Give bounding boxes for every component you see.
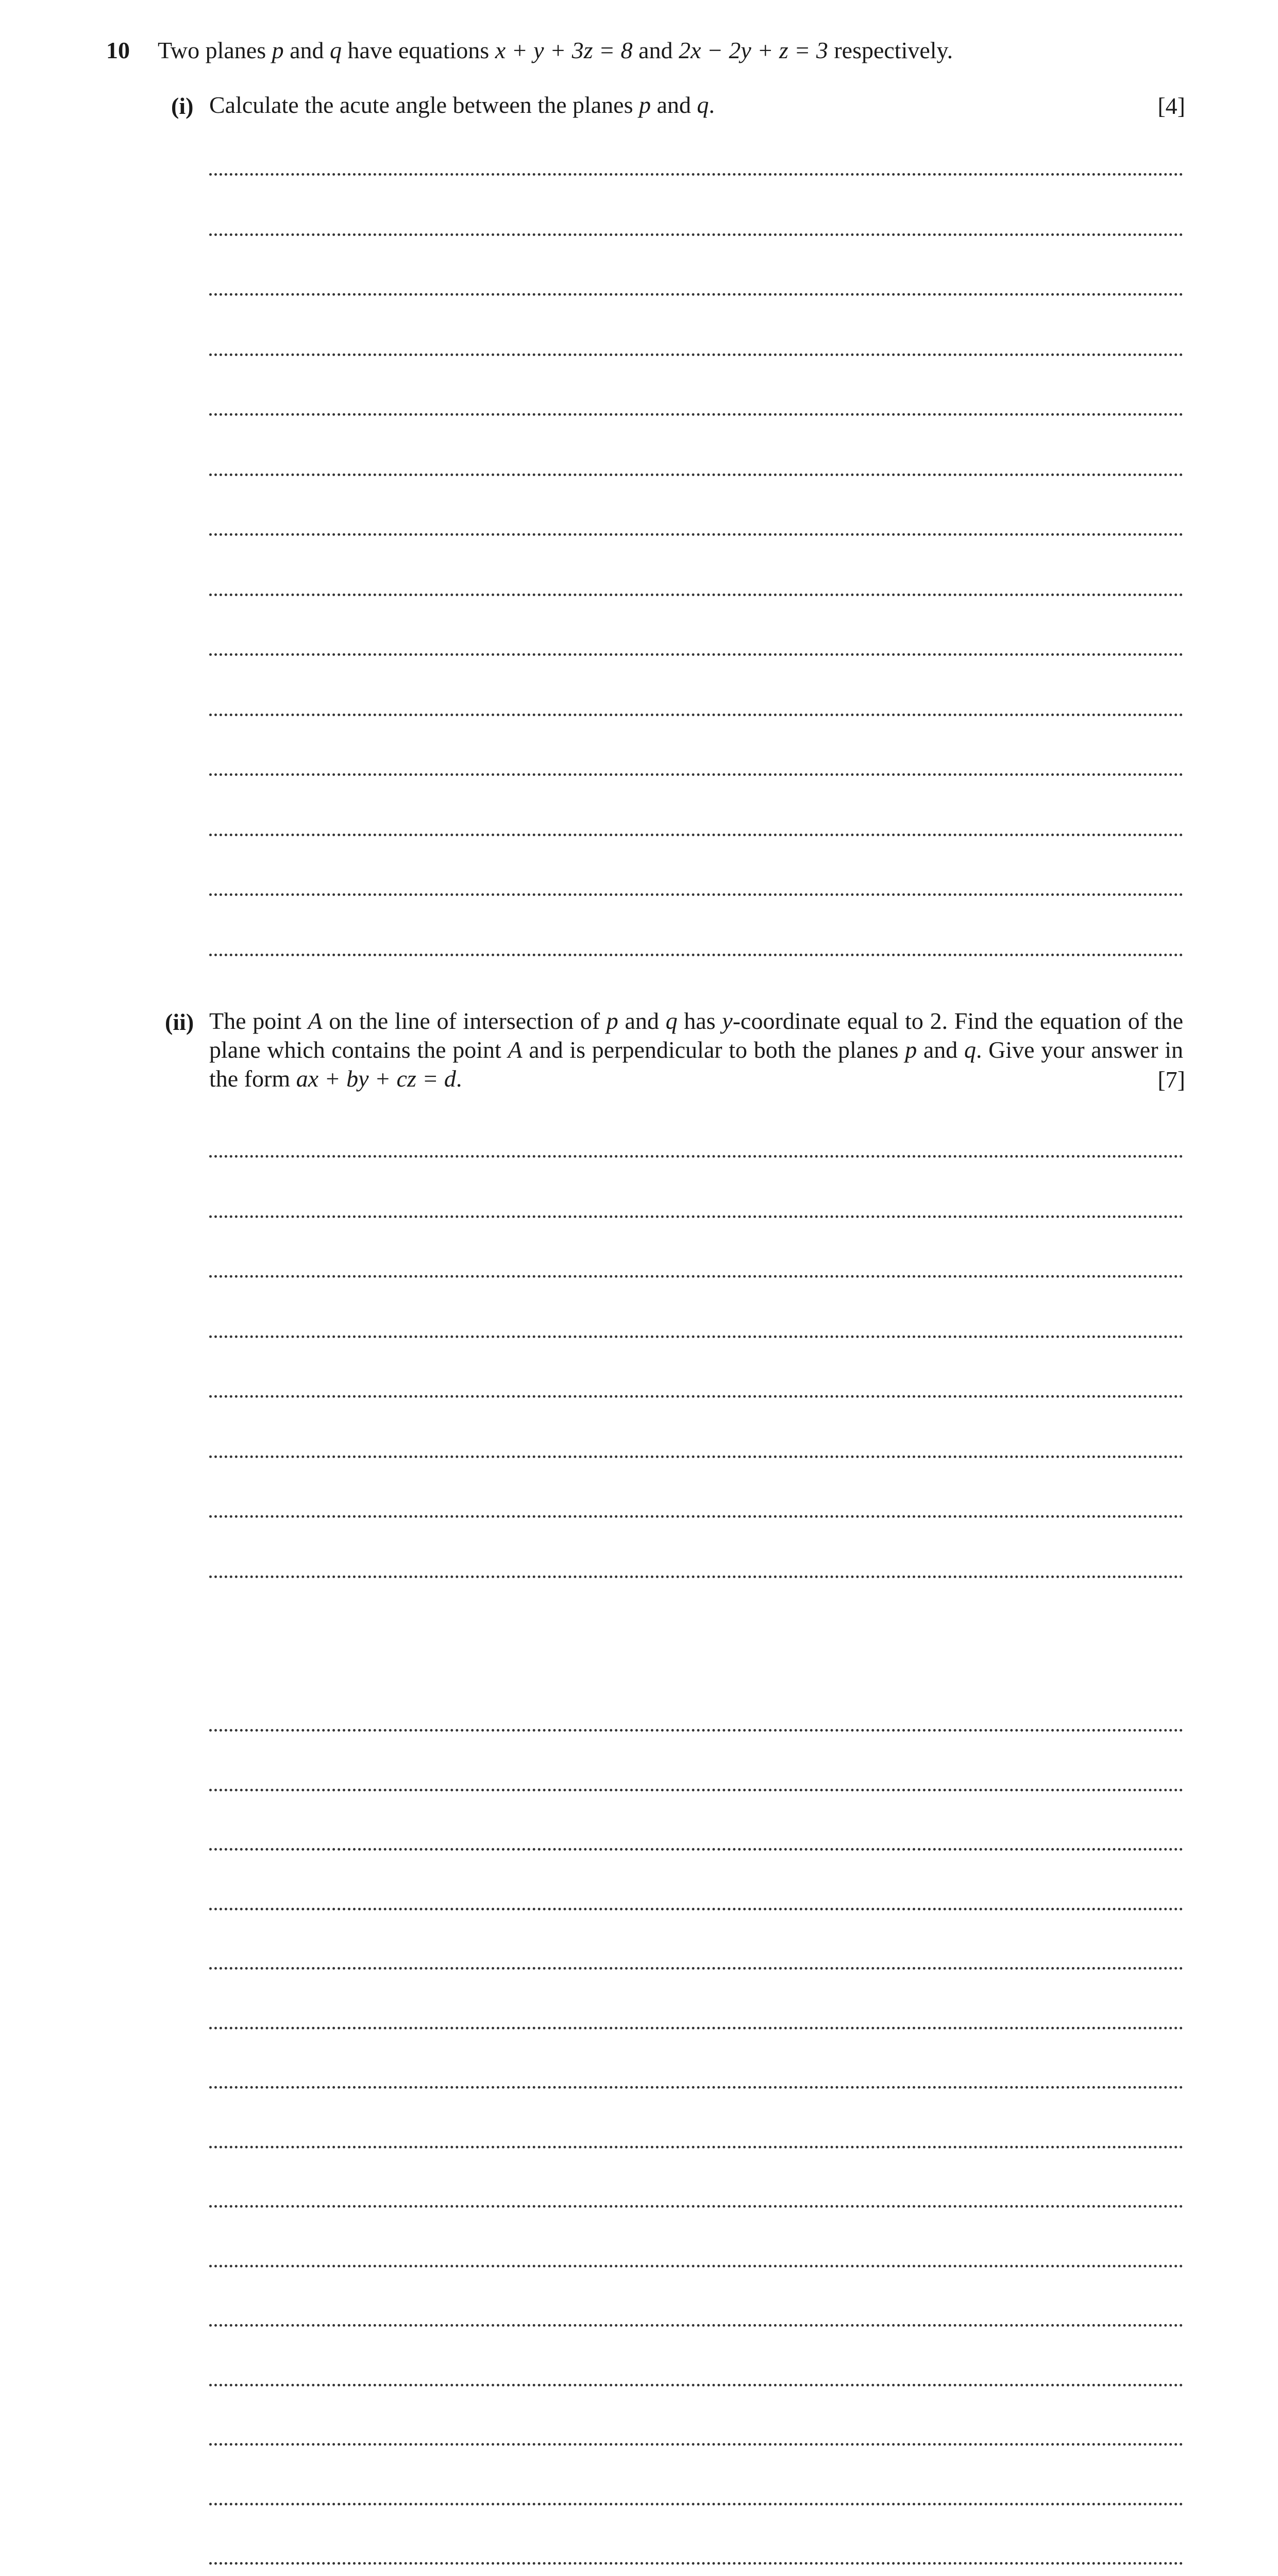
answer-line[interactable] <box>209 594 1183 596</box>
part-ii-text-span: and <box>917 1037 964 1063</box>
plane-p: p <box>272 37 284 63</box>
answer-line[interactable] <box>209 1155 1183 1158</box>
stem-text: Two planes <box>158 37 272 63</box>
answer-line[interactable] <box>209 2205 1183 2208</box>
answer-line[interactable] <box>209 1335 1183 1338</box>
part-i-text-span: . <box>709 92 715 118</box>
stem-text: respectively. <box>828 37 953 63</box>
answer-line[interactable] <box>209 1395 1183 1398</box>
part-i-marks: [4] <box>1157 93 1185 119</box>
answer-line[interactable] <box>209 1575 1183 1578</box>
answer-line[interactable] <box>209 653 1183 656</box>
equation-1: x + y + 3z = 8 <box>495 37 633 63</box>
answer-line[interactable] <box>209 1215 1183 1218</box>
part-ii-text-span: . <box>456 1065 462 1092</box>
answer-line[interactable] <box>209 1729 1183 1732</box>
answer-line[interactable] <box>209 1908 1183 1910</box>
answer-line[interactable] <box>209 173 1183 176</box>
answer-line[interactable] <box>209 353 1183 356</box>
answer-line[interactable] <box>209 533 1183 536</box>
answer-form: ax + by + cz = d <box>296 1065 456 1092</box>
part-i-text-span: Calculate the acute angle between the planes <box>209 92 639 118</box>
answer-line[interactable] <box>209 473 1183 476</box>
stem-text: and <box>283 37 330 63</box>
part-ii-text-span: and <box>618 1008 666 1034</box>
answer-line[interactable] <box>209 2086 1183 2089</box>
answer-line[interactable] <box>209 2384 1183 2386</box>
part-i-label: (i) <box>171 93 194 119</box>
answer-line[interactable] <box>209 2146 1183 2148</box>
stem-text: and <box>632 37 679 63</box>
part-ii-text-span: has <box>677 1008 722 1034</box>
part-ii-text-span: -coordinate equal to 2. Find the equation of the plane which contains the point <box>209 1008 1184 1063</box>
part-i-text-span: and <box>651 92 697 118</box>
answer-line[interactable] <box>209 2443 1183 2446</box>
stem-text: have equations <box>342 37 495 63</box>
plane-p: p <box>905 1037 917 1063</box>
answer-line[interactable] <box>209 893 1183 896</box>
part-ii-text-span: and is perpendicular to both the planes <box>522 1037 905 1063</box>
answer-line[interactable] <box>209 714 1183 716</box>
answer-line[interactable] <box>209 773 1183 776</box>
answer-line[interactable] <box>209 2324 1183 2327</box>
answer-line[interactable] <box>209 1515 1183 1518</box>
question-number: 10 <box>106 37 130 63</box>
answer-line[interactable] <box>209 293 1183 296</box>
part-ii-label: (ii) <box>165 1009 194 1035</box>
part-ii-text <box>209 1007 1183 1093</box>
part-i-text <box>209 91 1183 120</box>
answer-line[interactable] <box>209 1848 1183 1851</box>
question-stem <box>158 35 1188 66</box>
answer-line[interactable] <box>209 2562 1183 2565</box>
equation-2: 2x − 2y + z = 3 <box>678 37 828 63</box>
plane-q: q <box>665 1008 678 1034</box>
answer-line[interactable] <box>209 954 1183 956</box>
plane-p: p <box>606 1008 618 1034</box>
answer-line[interactable] <box>209 2503 1183 2505</box>
plane-q: q <box>697 92 709 118</box>
answer-line[interactable] <box>209 834 1183 836</box>
part-ii-marks: [7] <box>1157 1066 1185 1093</box>
answer-line[interactable] <box>209 2265 1183 2267</box>
plane-p: p <box>639 92 651 118</box>
plane-q: q <box>330 37 342 63</box>
answer-line[interactable] <box>209 413 1183 416</box>
answer-line[interactable] <box>209 2027 1183 2029</box>
part-ii-text-span: . Give your answer in the form <box>209 1037 1183 1092</box>
answer-line[interactable] <box>209 1455 1183 1458</box>
answer-line[interactable] <box>209 233 1183 236</box>
part-ii-text-span: on the line of intersection of <box>322 1008 607 1034</box>
plane-q: q <box>964 1037 976 1063</box>
answer-line[interactable] <box>209 1275 1183 1278</box>
part-ii-text-span: The point <box>209 1008 308 1034</box>
y-variable: y <box>722 1008 733 1034</box>
answer-line[interactable] <box>209 1967 1183 1970</box>
answer-line[interactable] <box>209 1789 1183 1791</box>
point-a: A <box>308 1008 323 1034</box>
point-a: A <box>508 1037 523 1063</box>
